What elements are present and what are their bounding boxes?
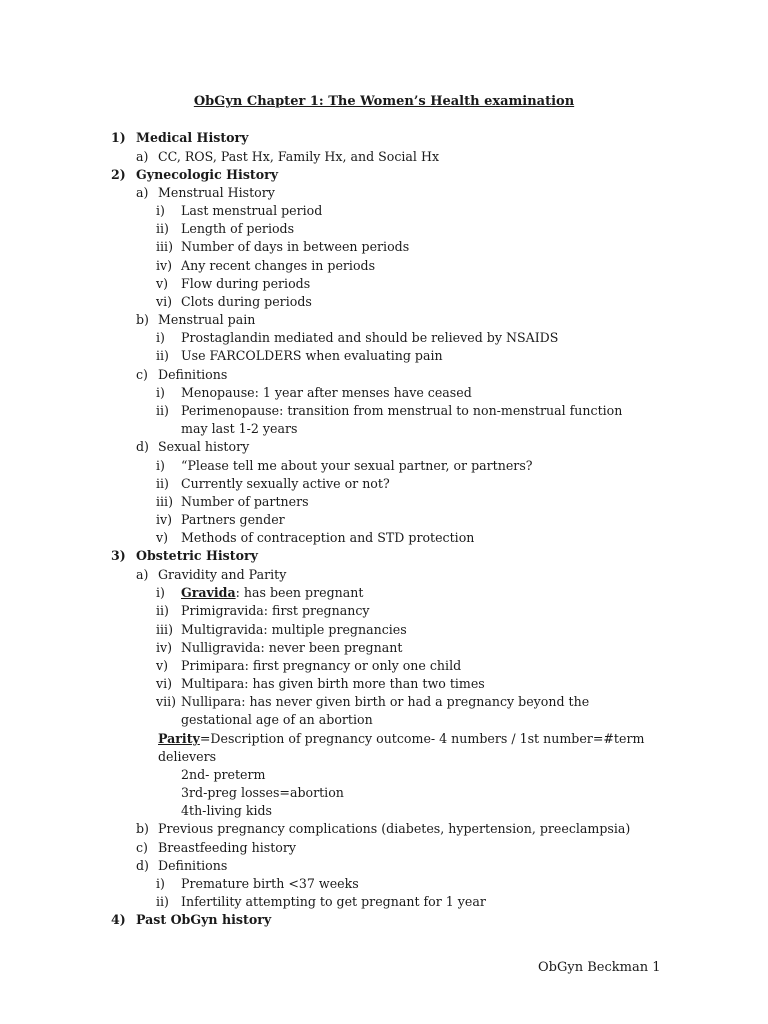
item-text: Primigravida: first pregnancy <box>181 603 370 618</box>
item-marker: ii) <box>156 476 169 491</box>
item-text: Breastfeeding history <box>158 840 296 855</box>
item-marker: a) <box>136 149 149 164</box>
list-item-continuation: may last 1-2 years <box>181 421 298 436</box>
parity-term: Parity <box>158 731 200 746</box>
item-text: Last menstrual period <box>181 203 323 218</box>
section-number: 2) <box>111 167 126 182</box>
section-medical-history <box>111 129 249 147</box>
item-text: Menstrual History <box>158 185 275 200</box>
list-item <box>156 693 590 711</box>
list-item <box>136 366 228 384</box>
item-marker: ii) <box>156 348 169 363</box>
item-text: Methods of contraception and STD protection <box>181 530 475 545</box>
item-marker: i) <box>156 203 165 218</box>
list-item <box>156 202 323 220</box>
list-item <box>136 820 631 838</box>
item-text: Number of partners <box>181 494 309 509</box>
item-text: Gravidity and Parity <box>158 567 287 582</box>
item-marker: d) <box>136 858 149 873</box>
item-text: CC, ROS, Past Hx, Family Hx, and Social Hx <box>158 149 440 164</box>
item-text: Definitions <box>158 858 228 873</box>
list-item <box>156 584 364 602</box>
list-item <box>136 311 256 329</box>
item-marker: vii) <box>156 694 177 709</box>
list-item <box>136 148 440 166</box>
item-marker: ii) <box>156 221 169 236</box>
item-marker: a) <box>136 185 149 200</box>
item-marker: ii) <box>156 894 169 909</box>
list-item <box>156 402 623 420</box>
parity-definition: =Description of pregnancy outcome- 4 numbers / 1st number=#term <box>199 731 645 746</box>
item-text: Premature birth <37 weeks <box>181 876 359 891</box>
list-item <box>136 438 250 456</box>
parity-continuation: delievers <box>158 749 217 764</box>
item-marker: a) <box>136 567 149 582</box>
list-item <box>156 893 486 911</box>
item-text: Previous pregnancy complications (diabetes, hypertension, preeclampsia) <box>158 821 631 836</box>
gravida-definition: : has been pregnant <box>235 585 364 600</box>
list-item <box>156 275 311 293</box>
section-obstetric-history <box>111 547 258 565</box>
item-text: Nullipara: has never given birth or had a pregnancy beyond the <box>181 694 590 709</box>
list-item <box>156 529 475 547</box>
item-text: Use FARCOLDERS when evaluating pain <box>181 348 443 363</box>
section-number: 4) <box>111 912 126 927</box>
item-text: Perimenopause: transition from menstrual to non-menstrual function <box>181 403 623 418</box>
list-item <box>156 293 312 311</box>
list-item <box>156 220 295 238</box>
item-marker: vi) <box>156 676 173 691</box>
item-marker: ii) <box>156 403 169 418</box>
item-marker: c) <box>136 840 148 855</box>
list-item <box>156 875 359 893</box>
item-marker: c) <box>136 367 148 382</box>
item-text: Length of periods <box>181 221 295 236</box>
list-item <box>136 857 228 875</box>
section-heading: Medical History <box>136 130 249 145</box>
item-text: Primipara: first pregnancy or only one child <box>181 658 462 673</box>
item-text: Multipara: has given birth more than two times <box>181 676 485 691</box>
item-text: Clots during periods <box>181 294 312 309</box>
section-number: 3) <box>111 548 126 563</box>
item-text: Nulligravida: never been pregnant <box>181 640 403 655</box>
section-past-obgyn-history <box>111 911 272 929</box>
list-item <box>136 839 296 857</box>
list-item <box>156 347 443 365</box>
item-marker: d) <box>136 439 149 454</box>
item-marker: vi) <box>156 294 173 309</box>
section-heading: Gynecologic History <box>136 167 279 182</box>
item-text: “Please tell me about your sexual partner, or partners? <box>181 458 533 473</box>
item-text: Currently sexually active or not? <box>181 476 390 491</box>
list-item <box>156 457 533 475</box>
item-text: Menstrual pain <box>158 312 256 327</box>
item-marker: iv) <box>156 258 173 273</box>
list-item <box>136 566 287 584</box>
item-text: Any recent changes in periods <box>181 258 376 273</box>
gravida-term: Gravida <box>181 585 236 600</box>
item-marker: b) <box>136 821 149 836</box>
item-text: Prostaglandin mediated and should be relieved by NSAIDS <box>181 330 559 345</box>
list-item <box>156 384 472 402</box>
list-item <box>156 238 410 256</box>
item-marker: i) <box>156 458 165 473</box>
list-item <box>156 257 376 275</box>
item-text: Sexual history <box>158 439 250 454</box>
section-number: 1) <box>111 130 126 145</box>
parity-item: 2nd- preterm <box>181 767 266 782</box>
parity-item: 3rd-preg losses=abortion <box>181 785 344 800</box>
list-item <box>156 329 559 347</box>
item-text: Menopause: 1 year after menses have ceased <box>181 385 472 400</box>
item-marker: v) <box>156 276 169 291</box>
section-gynecologic-history <box>111 166 279 184</box>
item-marker: v) <box>156 530 169 545</box>
parity-item: 4th-living kids <box>181 803 272 818</box>
item-text: Definitions <box>158 367 228 382</box>
list-item <box>136 184 275 202</box>
item-text: Infertility attempting to get pregnant for 1 year <box>181 894 486 909</box>
item-marker: iii) <box>156 239 173 254</box>
item-marker: i) <box>156 876 165 891</box>
list-item <box>156 493 309 511</box>
list-item-continuation: gestational age of an abortion <box>181 712 373 727</box>
item-marker: i) <box>156 385 165 400</box>
item-marker: v) <box>156 658 169 673</box>
document-title: ObGyn Chapter 1: The Women’s Health examination <box>193 94 575 109</box>
item-marker: b) <box>136 312 149 327</box>
item-marker: iii) <box>156 622 173 637</box>
parity-line <box>158 730 644 748</box>
item-marker: iv) <box>156 512 173 527</box>
section-heading: Past ObGyn history <box>136 912 272 927</box>
item-text: Multigravida: multiple pregnancies <box>181 622 407 637</box>
list-item <box>156 602 370 620</box>
list-item <box>156 675 485 693</box>
list-item <box>156 511 285 529</box>
item-marker: i) <box>156 330 165 345</box>
item-marker: ii) <box>156 603 169 618</box>
list-item <box>156 621 407 639</box>
item-text: Number of days in between periods <box>181 239 410 254</box>
list-item <box>156 639 403 657</box>
item-marker: iv) <box>156 640 173 655</box>
item-marker: iii) <box>156 494 173 509</box>
list-item <box>156 475 390 493</box>
section-heading: Obstetric History <box>136 548 258 563</box>
item-text: Flow during periods <box>181 276 311 291</box>
item-marker: i) <box>156 585 165 600</box>
list-item <box>156 657 462 675</box>
item-text: Partners gender <box>181 512 285 527</box>
page-footer: ObGyn Beckman 1 <box>538 960 661 975</box>
